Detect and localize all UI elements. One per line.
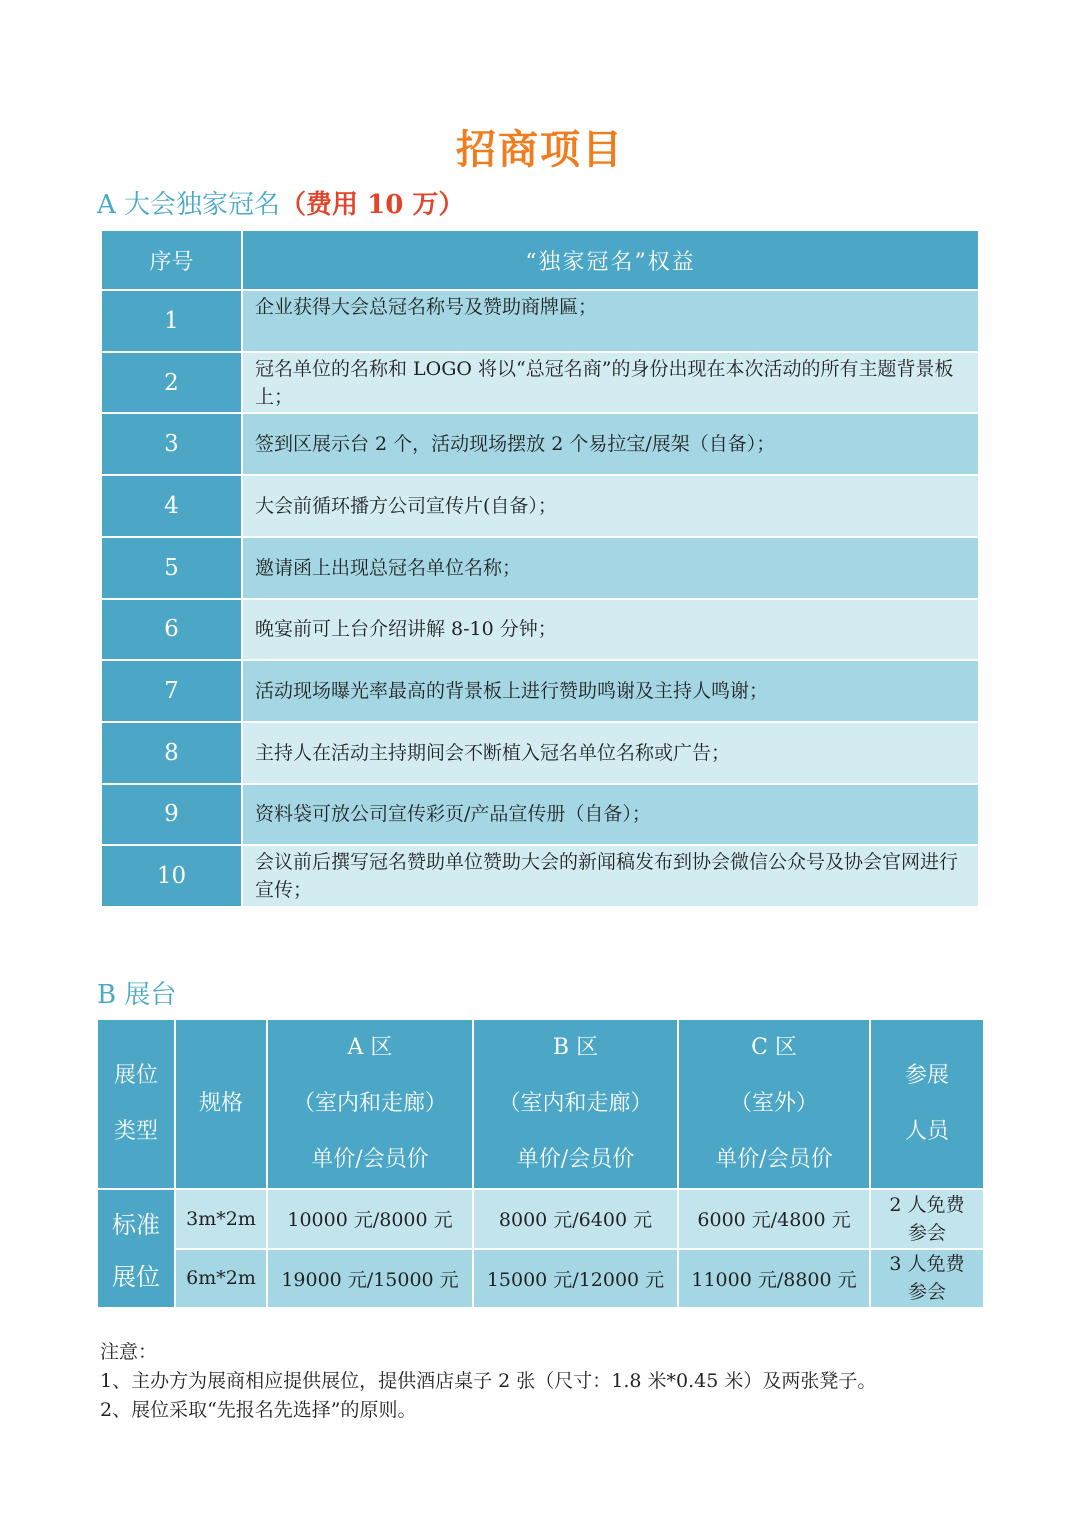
- cell-zone-c-price: 11000 元/8800 元: [679, 1250, 869, 1308]
- notes-block: [100, 1338, 876, 1425]
- booth-type-standard: [98, 1190, 174, 1307]
- header-booth-type-line2: 类型: [113, 1119, 158, 1144]
- section-a-heading: [97, 184, 464, 221]
- zone-b-price-label: 单价/会员价: [516, 1147, 635, 1172]
- row-number: 1: [102, 291, 241, 351]
- row-number: 4: [102, 476, 241, 536]
- zone-a-location: （室内和走廊）: [292, 1091, 447, 1116]
- booth-pricing-table: [98, 1020, 981, 1307]
- header-zone-b: [474, 1020, 677, 1188]
- page-title: 招商项目: [456, 126, 624, 173]
- booth-type-line2: 展位: [112, 1263, 160, 1292]
- header-booth-type: [98, 1020, 174, 1188]
- section-a-title: A 大会独家冠名: [97, 190, 281, 220]
- cell-attendees: [871, 1190, 983, 1248]
- row-number: 5: [102, 538, 241, 598]
- sponsorship-rights-table: [102, 231, 978, 906]
- row-text: 资料袋可放公司宣传彩页/产品宣传册（自备）；: [243, 785, 978, 845]
- header-zone-a: [268, 1020, 472, 1188]
- zone-b-location: （室内和走廊）: [498, 1091, 653, 1116]
- row-text: 会议前后撰写冠名赞助单位赞助大会的新闻稿发布到协会微信公众号及协会官网进行宣传；: [243, 846, 978, 906]
- note-item: 1、主办方为展商相应提供展位，提供酒店桌子 2 张（尺寸：1.8 米*0.45 米）及两张凳子。: [100, 1370, 877, 1392]
- cell-zone-a-price: 19000 元/15000 元: [268, 1250, 472, 1308]
- header-spec: 规格: [176, 1020, 266, 1188]
- attendees-line2: 参会: [907, 1281, 946, 1304]
- cell-spec: 6m*2m: [176, 1250, 266, 1308]
- header-attendees-line2: 人员: [904, 1119, 949, 1144]
- row-number: 9: [102, 785, 241, 845]
- booth-type-line1: 标准: [112, 1210, 160, 1239]
- row-text: 大会前循环播方公司宣传片(自备）；: [243, 476, 978, 536]
- zone-a-price-label: 单价/会员价: [311, 1147, 429, 1172]
- row-text: 活动现场曝光率最高的背景板上进行赞助鸣谢及主持人鸣谢；: [243, 661, 978, 721]
- row-number: 6: [102, 600, 241, 660]
- table-a-header-no: 序号: [102, 231, 241, 289]
- row-number: 2: [102, 353, 241, 413]
- row-number: 3: [102, 414, 241, 474]
- zone-b-title: B 区: [552, 1035, 599, 1060]
- section-b-heading: B 展台: [97, 980, 177, 1010]
- row-number: 8: [102, 723, 241, 783]
- header-booth-type-line1: 展位: [113, 1063, 158, 1088]
- row-number: 10: [102, 846, 241, 906]
- zone-c-price-label: 单价/会员价: [715, 1147, 833, 1172]
- cell-attendees: [871, 1250, 983, 1308]
- zone-c-location: （室外）: [729, 1091, 818, 1116]
- row-text: 主持人在活动主持期间会不断植入冠名单位名称或广告；: [243, 723, 978, 783]
- notes-title: 注意：: [100, 1341, 158, 1363]
- attendees-line2: 参会: [907, 1221, 946, 1244]
- note-item: 2、展位采取“先报名先选择”的原则。: [100, 1399, 417, 1421]
- zone-a-title: A 区: [347, 1035, 393, 1060]
- cell-spec: 3m*2m: [176, 1190, 266, 1248]
- cell-zone-a-price: 10000 元/8000 元: [268, 1190, 472, 1248]
- attendees-line1: 3 人免费: [889, 1253, 965, 1276]
- cell-zone-b-price: 15000 元/12000 元: [474, 1250, 677, 1308]
- cell-zone-c-price: 6000 元/4800 元: [679, 1190, 869, 1248]
- attendees-line1: 2 人免费: [889, 1193, 965, 1216]
- zone-c-title: C 区: [751, 1035, 797, 1060]
- row-text: 签到区展示台 2 个，活动现场摆放 2 个易拉宝/展架（自备）；: [243, 414, 978, 474]
- row-number: 7: [102, 661, 241, 721]
- header-attendees-line1: 参展: [904, 1063, 949, 1088]
- row-text: 邀请函上出现总冠名单位名称；: [243, 538, 978, 598]
- header-zone-c: [679, 1020, 869, 1188]
- cell-zone-b-price: 8000 元/6400 元: [474, 1190, 677, 1248]
- section-a-fee: （费用 10 万）: [280, 190, 465, 220]
- row-text: 冠名单位的名称和 LOGO 将以“总冠名商”的身份出现在本次活动的所有主题背景板上；: [243, 353, 978, 413]
- row-text: 企业获得大会总冠名称号及赞助商牌匾；: [243, 291, 978, 351]
- table-a-header-rights: “独家冠名”权益: [243, 231, 978, 289]
- row-text: 晚宴前可上台介绍讲解 8-10 分钟；: [243, 600, 978, 660]
- header-attendees: [871, 1020, 983, 1188]
